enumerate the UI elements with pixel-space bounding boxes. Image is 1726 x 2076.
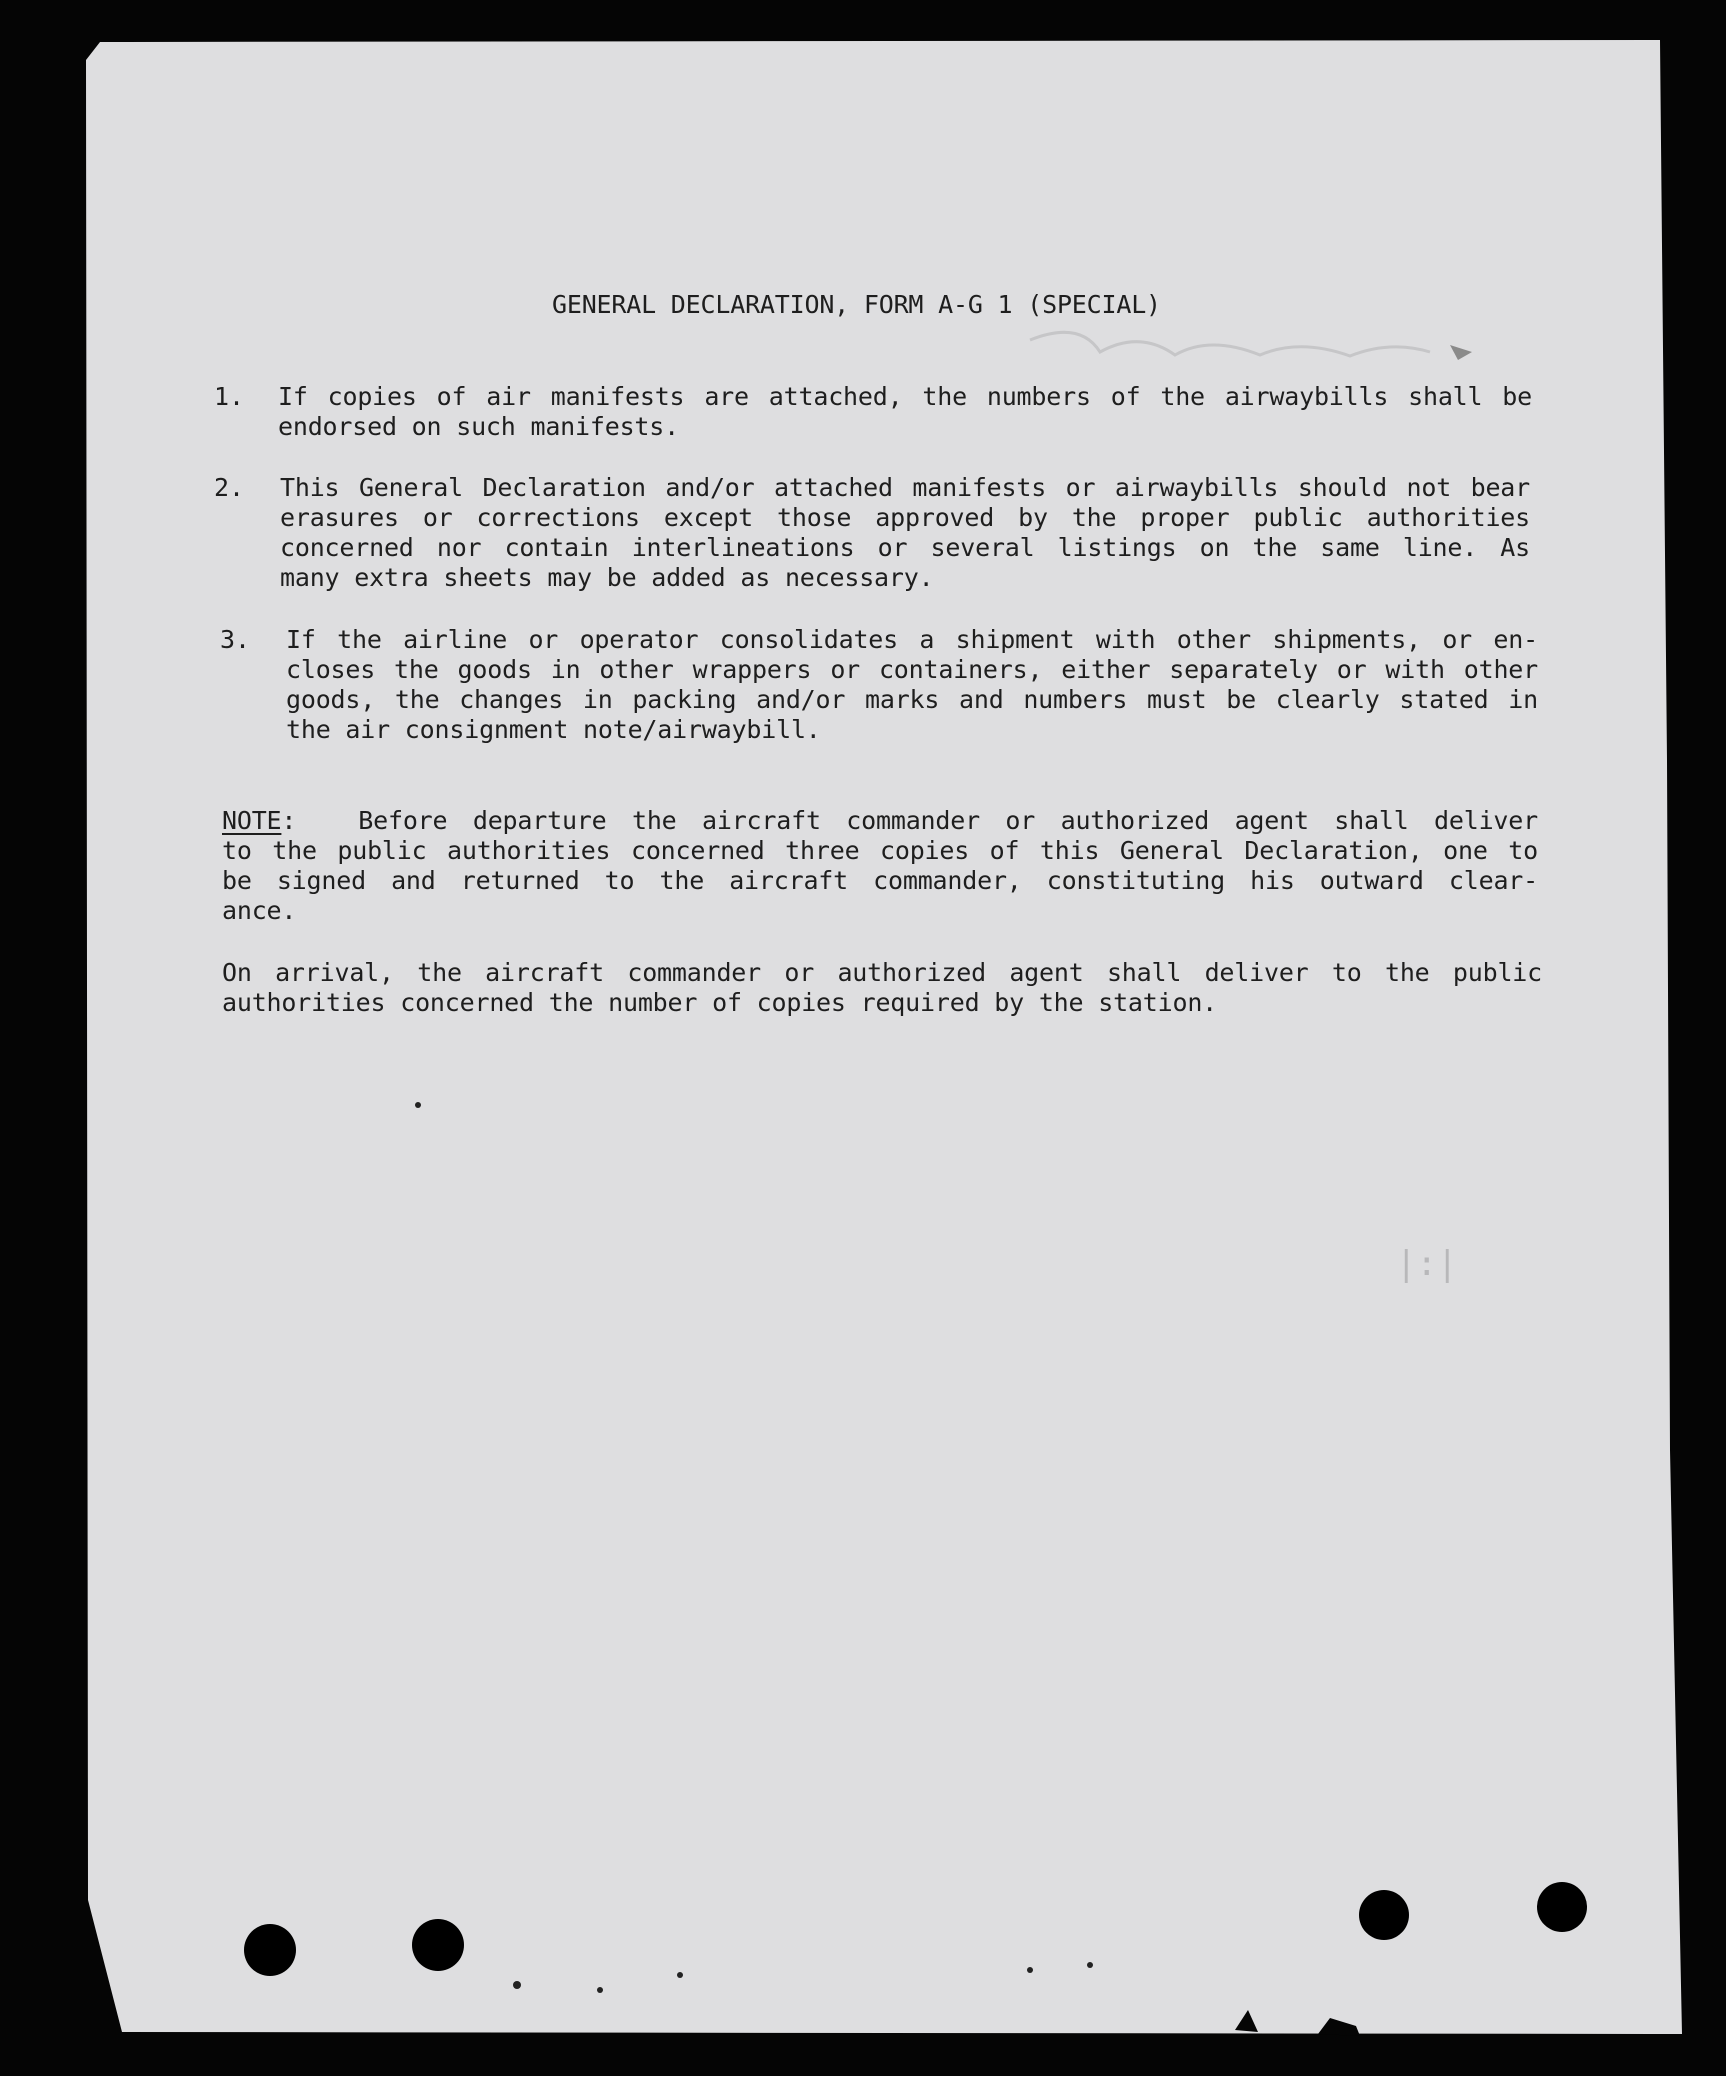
ink-speck (597, 1987, 603, 1993)
item-2-line: concerned nor contain interlineations or several listings on the same line. As (280, 533, 1530, 562)
faint-stamp-mark: |:| (1396, 1244, 1458, 1284)
document-title: GENERAL DECLARATION, FORM A-G 1 (SPECIAL) (552, 290, 1161, 319)
item-3-line: closes the goods in other wrappers or containers, either separately or with other (286, 655, 1538, 684)
arrival-line: On arrival, the aircraft commander or authorized agent shall deliver to the public (222, 958, 1542, 987)
punch-hole-3 (1359, 1890, 1409, 1940)
item-2-line: This General Declaration and/or attached manifests or airwaybills should not bear (280, 473, 1530, 502)
item-3-line: the air consignment note/airwaybill. (286, 715, 821, 744)
item-1-line: endorsed on such manifests. (278, 412, 679, 441)
item-2-text (280, 473, 1530, 593)
note-line: ance. (222, 896, 297, 925)
item-3-line: If the airline or operator consolidates a shipment with other shipments, or en- (286, 625, 1538, 654)
note-label: NOTE (222, 806, 282, 835)
ink-speck (1027, 1967, 1033, 1973)
arrival-paragraph (222, 958, 1542, 1018)
item-2-line: many extra sheets may be added as necessary. (280, 563, 934, 592)
item-1-text (278, 382, 1532, 442)
ink-speck (1087, 1962, 1093, 1968)
note-line: be signed and returned to the aircraft commander, constituting his outward clear- (222, 866, 1538, 895)
item-1-line: If copies of air manifests are attached, the numbers of the airwaybills shall be (278, 382, 1532, 411)
item-1-number: 1. (214, 382, 245, 411)
ink-speck (677, 1972, 683, 1978)
note-line: to the public authorities concerned three copies of this General Declaration, one to (222, 836, 1538, 865)
item-3-text (286, 625, 1538, 745)
item-3-number: 3. (220, 625, 251, 654)
note-paragraph (222, 806, 1538, 926)
note-colon: : (281, 806, 297, 835)
ink-speck (415, 1102, 421, 1108)
arrival-line: authorities concerned the number of copies required by the station. (222, 988, 1218, 1017)
punch-hole-1 (244, 1924, 296, 1976)
item-2-number: 2. (214, 473, 245, 502)
item-3-line: goods, the changes in packing and/or marks and numbers must be clearly stated in (286, 685, 1538, 714)
paper-page (86, 40, 1682, 2034)
ink-speck (513, 1981, 521, 1989)
punch-hole-4 (1537, 1882, 1587, 1932)
item-2-line: erasures or corrections except those approved by the proper public authorities (280, 503, 1530, 532)
note-first-line (222, 806, 1538, 836)
punch-hole-2 (412, 1919, 464, 1971)
note-line: Before departure the aircraft commander or authorized agent shall deliver (358, 806, 1538, 835)
